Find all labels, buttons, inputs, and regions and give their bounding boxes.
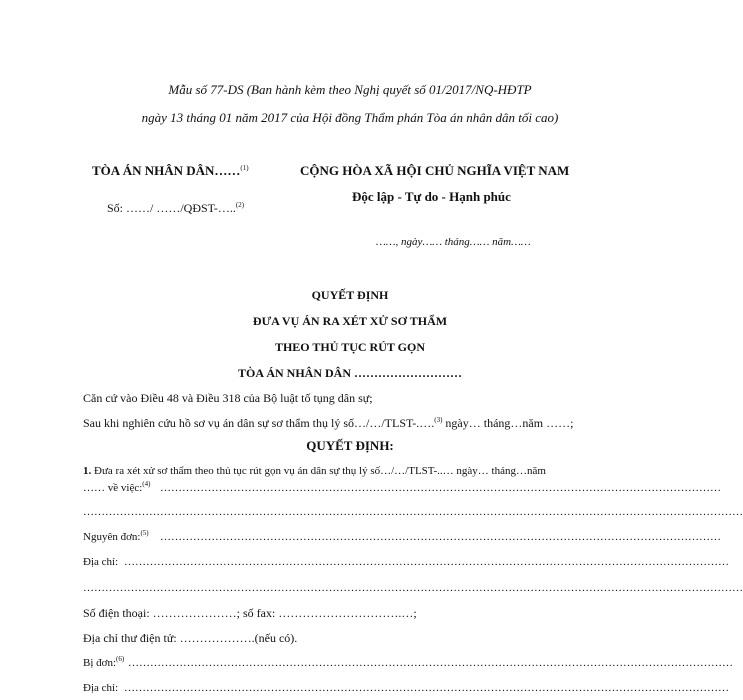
decision-number — [107, 201, 244, 216]
court-footnote: (1) — [240, 164, 249, 172]
case-subject-label: …… về việc: — [83, 482, 143, 494]
plaintiff-label-text: Nguyên đơn: — [83, 531, 141, 543]
plaintiff-footnote: (5) — [140, 529, 149, 537]
case-review-text: Sau khi nghiên cứu hồ sơ vụ án dân sự sơ thẩm thụ lý số…/…/TLST-.…. — [83, 416, 435, 430]
decision-title: QUYẾT ĐỊNH — [311, 288, 389, 302]
item-1-continuation — [83, 482, 150, 494]
defendant-address-blank: ………………………………………………………………………………………………………………………………………………… — [124, 682, 729, 694]
blank-line: ……………………………………………………………………………………………………………………………………………………………… — [83, 582, 743, 594]
decision-subtitle-1: ĐƯA VỤ ÁN RA XÉT XỬ SƠ THẨM — [252, 314, 448, 328]
decide-heading: QUYẾT ĐỊNH: — [306, 438, 394, 453]
court-name-text: TÒA ÁN NHÂN DÂN…… — [92, 163, 241, 178]
decision-number-text: Số: ……/ ……/QĐST-….. — [107, 201, 236, 215]
decision-subtitle-2: THEO THỦ TỤC RÚT GỌN — [274, 340, 426, 354]
item-1-line — [83, 465, 546, 477]
form-reference-line-2: ngày 13 tháng 01 năm 2017 của Hội đồng Thẩm phán Tòa án nhân dân tối cao) — [141, 110, 559, 125]
issuing-court-line: TÒA ÁN NHÂN DÂN ……………………… — [237, 366, 462, 380]
case-review-line — [83, 416, 573, 431]
case-subject-footnote: (4) — [142, 480, 151, 488]
case-review-footnote: (3) — [434, 416, 443, 424]
defendant-label — [83, 657, 124, 669]
case-subject-blank: ……………………………………………………………………………………………………………………………………… — [160, 482, 721, 494]
place-date-line: ……, ngày…… tháng…… năm…… — [376, 236, 531, 248]
case-review-date: ngày… tháng…năm ……; — [442, 416, 574, 430]
court-name — [92, 163, 249, 179]
item-1-text: Đưa ra xét xử sơ thẩm theo thủ tục rút gọn vụ án dân sự thụ lý số…/…/TLST-..… ngày… tháng…năm — [91, 465, 546, 477]
defendant-address-label: Địa chỉ: — [83, 682, 119, 694]
plaintiff-blank: ……………………………………………………………………………………………………………………………………… — [160, 531, 721, 543]
legal-basis-line: Căn cứ vào Điều 48 và Điều 318 của Bộ luật tố tụng dân sự; — [83, 391, 373, 405]
form-reference-line-1: Mẫu số 77-DS (Ban hành kèm theo Nghị quyết số 01/2017/NQ-HĐTP — [168, 82, 532, 97]
plaintiff-label — [83, 531, 149, 543]
defendant-label-text: Bị đơn: — [83, 657, 117, 669]
plaintiff-address-blank: ………………………………………………………………………………………………………………………………………………… — [124, 556, 729, 568]
plaintiff-address-label: Địa chỉ: — [83, 556, 119, 568]
defendant-footnote: (6) — [116, 655, 125, 663]
defendant-blank: ………………………………………………………………………………………………………………………………………………… — [128, 657, 733, 669]
blank-line: ……………………………………………………………………………………………………………………………………………………………… — [83, 506, 743, 518]
item-1-number: 1. — [83, 465, 92, 477]
number-footnote: (2) — [235, 201, 245, 209]
national-motto: Độc lập - Tự do - Hạnh phúc — [352, 189, 511, 204]
email-line: Địa chỉ thư điện tử: ……………….(nếu có). — [83, 631, 298, 645]
phone-fax-line: Số điện thoại: …………………; số fax: ………………………….…; — [83, 606, 417, 620]
republic-heading: CỘNG HÒA XÃ HỘI CHỦ NGHĨA VIỆT NAM — [300, 163, 570, 178]
